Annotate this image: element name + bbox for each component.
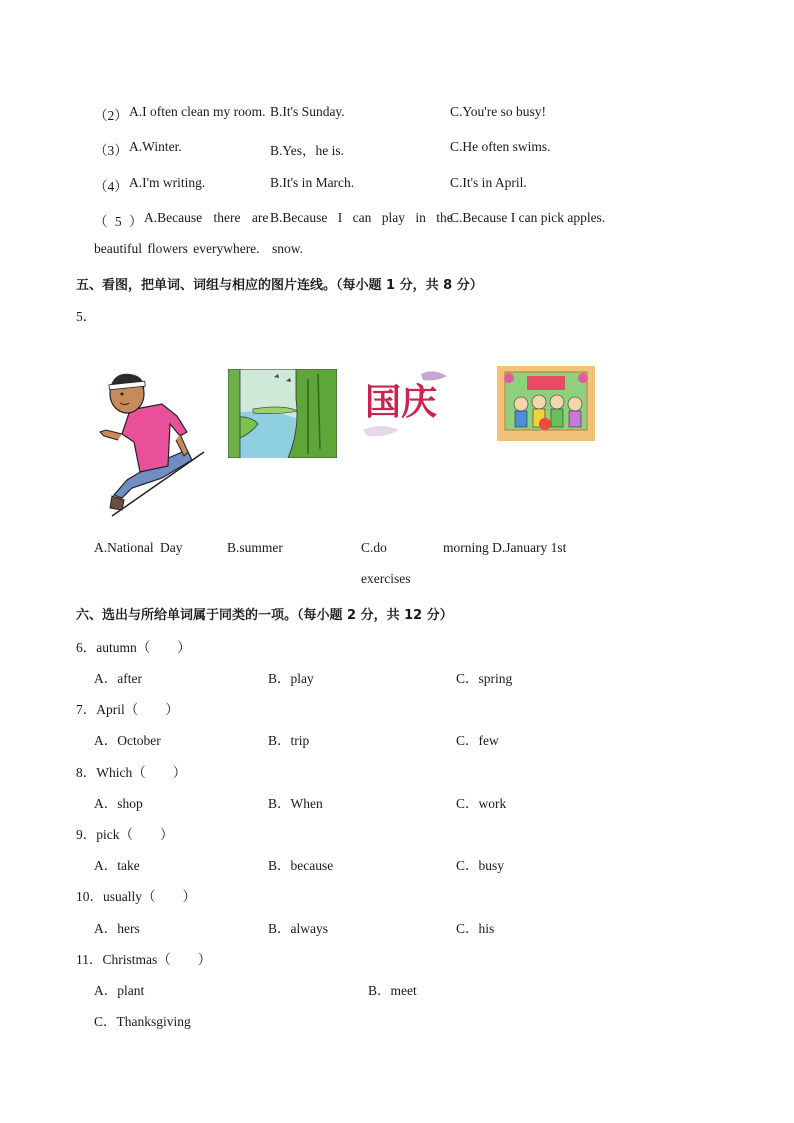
option-c: C．spring	[456, 671, 513, 686]
q4-row-3-option-b: B.Yes，he is.	[270, 143, 345, 158]
option-c-do: C.do	[361, 540, 387, 555]
option-c: C．work	[456, 796, 507, 811]
option-c: C．his	[456, 921, 495, 936]
option-b: B．meet	[368, 983, 417, 998]
q4-row-4-option-c: C.It's in April.	[450, 175, 527, 190]
section-6-title: 六、选出与所给单词属于同类的一项。（每小题 2 分，共 12 分）	[76, 608, 453, 623]
calligraphy-text: 国庆	[365, 381, 438, 423]
question-stem: 7．April（ ）	[76, 702, 179, 717]
question-stem: 8．Which（ ）	[76, 765, 187, 780]
option-a: A．plant	[94, 983, 145, 998]
option-b: B．When	[268, 796, 323, 811]
question-stem: 9．pick（ ）	[76, 827, 174, 842]
new-year-kids-picture	[497, 366, 595, 441]
option-a: A．take	[94, 858, 140, 873]
summer-river-picture	[228, 369, 337, 458]
option-b: B．because	[268, 858, 334, 873]
section-5-title: 五、看图，把单词、词组与相应的图片连线。（每小题 1 分，共 8 分）	[76, 278, 483, 293]
option-d-january: morning D.January 1st	[443, 540, 567, 555]
q4-row-5-option-a: A.Because there are	[144, 210, 269, 225]
q4-row-5-option-b-continuation: snow.	[272, 241, 304, 256]
option-a: A．shop	[94, 796, 143, 811]
option-c: C．Thanksgiving	[94, 1014, 191, 1029]
option-a: A．after	[94, 671, 142, 686]
option-a: A．October	[94, 733, 161, 748]
option-b: B．always	[268, 921, 328, 936]
option-a: A．hers	[94, 921, 140, 936]
q4-row-5-continuation: beautiful flowers everywhere.	[94, 241, 260, 256]
option-a-national-day: A.National Day	[94, 540, 183, 555]
running-boy-picture	[92, 370, 207, 518]
option-b: B．trip	[268, 733, 310, 748]
q4-row-2-option-a: A.I often clean my room.	[129, 104, 266, 119]
q4-row-3-num: （3）	[94, 143, 128, 158]
question-stem: 10．usually（ ）	[76, 889, 196, 904]
q4-row-4-num: （4）	[94, 179, 128, 194]
q4-row-2-option-b: B.It's Sunday.	[270, 104, 345, 119]
option-c: C．few	[456, 733, 499, 748]
q4-row-5-option-b: B.Because I can play in the	[270, 210, 453, 225]
option-c-exercises: exercises	[361, 571, 411, 586]
national-day-calligraphy-picture	[361, 368, 457, 444]
question-stem: 11．Christmas（ ）	[76, 952, 212, 967]
q4-row-5-option-c: C.Because I can pick apples.	[450, 210, 606, 225]
question-stem: 6．autumn（ ）	[76, 640, 191, 655]
q4-row-2-option-c: C.You're so busy!	[450, 104, 546, 119]
option-c: C．busy	[456, 858, 505, 873]
q4-row-4-option-b: B.It's in March.	[270, 175, 355, 190]
q4-row-5-num: （ 5 ）	[94, 214, 143, 229]
option-b: B．play	[268, 671, 314, 686]
question-5-number: 5．	[76, 309, 97, 324]
q4-row-3-option-c: C.He often swims.	[450, 139, 551, 154]
q4-row-3-option-a: A.Winter.	[129, 139, 182, 154]
q4-row-2-num: （2）	[94, 108, 128, 123]
option-b-summer: B.summer	[227, 540, 283, 555]
q4-row-4-option-a: A.I'm writing.	[129, 175, 206, 190]
